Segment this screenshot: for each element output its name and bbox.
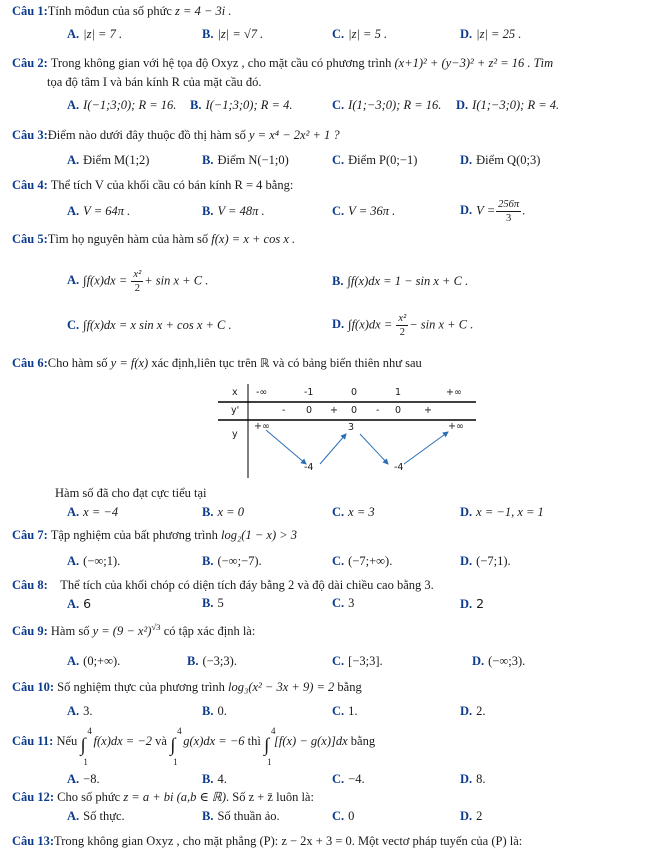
option-a[interactable]: A. 3. bbox=[67, 703, 93, 718]
connector: và bbox=[155, 734, 167, 748]
sign: + bbox=[330, 405, 338, 416]
option-d[interactable]: D. 2 bbox=[460, 595, 485, 611]
question-text: Điểm nào dưới đây thuộc đồ thị hàm số bbox=[47, 128, 246, 142]
row-label-x: x bbox=[232, 387, 238, 398]
question-9 bbox=[12, 621, 640, 672]
option-c[interactable]: C. V = 36π . bbox=[332, 203, 396, 218]
question-text: Trong không gian với hệ tọa độ Oxyz , cho mặt cầu có phương trình bbox=[50, 56, 392, 70]
connector: thì bbox=[247, 734, 261, 748]
option-d[interactable]: D. Điểm Q(0;3) bbox=[460, 152, 541, 167]
sign: + bbox=[424, 405, 432, 416]
option-d[interactable]: D. (−∞;3). bbox=[472, 653, 526, 668]
option-d[interactable]: D. I(1;−3;0); R = 4. bbox=[456, 98, 560, 113]
option-c[interactable]: C. 1. bbox=[332, 703, 358, 718]
option-d[interactable]: D. 2 bbox=[460, 808, 483, 823]
option-d[interactable]: D. |z| = 25 . bbox=[460, 26, 522, 41]
sign: - bbox=[376, 405, 380, 416]
option-c[interactable]: C. 3 bbox=[332, 595, 355, 610]
integral-sign: ∫ 4 1 bbox=[263, 726, 276, 767]
x-value: +∞ bbox=[446, 387, 462, 398]
option-b[interactable]: B. |z| = √7 . bbox=[202, 26, 264, 41]
option-b[interactable]: B. 4. bbox=[202, 771, 227, 786]
option-c[interactable]: C. [−3;3]. bbox=[332, 653, 383, 668]
option-a[interactable]: A. x = −4 bbox=[67, 504, 119, 519]
question-text: Tính môđun của số phức bbox=[47, 4, 172, 18]
x-value: -1 bbox=[304, 387, 314, 398]
variation-table bbox=[218, 384, 476, 478]
sign: 0 bbox=[306, 405, 313, 416]
option-b[interactable]: B. V = 48π . bbox=[202, 203, 265, 218]
x-value: -∞ bbox=[256, 387, 268, 398]
question-text: Tập nghiệm của bất phương trình bbox=[50, 528, 218, 542]
question-label: Câu 7: bbox=[12, 528, 48, 542]
option-d[interactable]: D. x = −1, x = 1 bbox=[460, 504, 544, 519]
question-12 bbox=[12, 790, 640, 827]
question-label: Câu 11: bbox=[12, 734, 54, 748]
option-a[interactable]: A. 6 bbox=[67, 595, 92, 611]
sign: 0 bbox=[351, 405, 358, 416]
question-label: Câu 9: bbox=[12, 624, 48, 638]
option-c[interactable]: C. ∫f(x)dx = x sin x + cos x + C . bbox=[67, 317, 232, 332]
question-expression: y = f(x) bbox=[110, 356, 149, 370]
option-b[interactable]: B. Số thuần ảo. bbox=[202, 808, 280, 823]
question-label: Câu 1: bbox=[12, 4, 48, 18]
sign: - bbox=[282, 405, 286, 416]
question-text-2: xác định,liên tục trên bbox=[151, 356, 257, 370]
question-text: Nếu bbox=[56, 734, 78, 748]
option-c[interactable]: C. |z| = 5 . bbox=[332, 26, 388, 41]
question-text: Số nghiệm thực của phương trình bbox=[57, 680, 225, 694]
option-d[interactable]: D. V = $\frac{256\pi}{3}$ . bbox=[460, 198, 526, 224]
question-7 bbox=[12, 528, 640, 572]
question-text: Cho số phức bbox=[57, 790, 121, 804]
option-a[interactable]: A. I(−1;3;0); R = 16. bbox=[67, 98, 177, 113]
option-b[interactable]: B. I(−1;3;0); R = 4. bbox=[190, 98, 293, 113]
option-b[interactable]: B. (−3;3). bbox=[187, 653, 237, 668]
option-c[interactable]: C. 0 bbox=[332, 808, 355, 823]
option-d[interactable]: D. ∫f(x)dx = $\frac{\text{x²}}{2}$ − sin x + C . bbox=[332, 312, 474, 338]
question-text: Tìm họ nguyên hàm của hàm số bbox=[47, 232, 209, 246]
option-d[interactable]: D. (−7;1). bbox=[460, 553, 511, 568]
question-label: Câu 10: bbox=[12, 680, 55, 694]
option-a[interactable]: A. Điểm M(1;2) bbox=[67, 152, 150, 167]
question-expression: z = a + bi (a,b ∈ ℝ) bbox=[123, 790, 226, 804]
option-b[interactable]: B. Điểm N(−1;0) bbox=[202, 152, 289, 167]
option-a[interactable]: A. |z| = 7 . bbox=[67, 26, 123, 41]
question-text-2: bằng bbox=[337, 680, 362, 694]
option-c[interactable]: C. Điểm P(0;−1) bbox=[332, 152, 418, 167]
x-value: 1 bbox=[395, 387, 402, 398]
y-value: -4 bbox=[394, 462, 404, 473]
question-expression: log₃(x² − 3x + 9) = 2 bbox=[228, 680, 335, 694]
question-expression: (x+1)² + (y−3)² + z² = 16 . Tìm bbox=[394, 56, 554, 70]
question-label: Câu 6: bbox=[12, 356, 48, 370]
question-13 bbox=[12, 834, 640, 850]
question-expression: z = 4 − 3i . bbox=[175, 4, 232, 18]
y-value: 3 bbox=[348, 422, 355, 433]
option-c[interactable]: C. (−7;+∞). bbox=[332, 553, 393, 568]
question-label: Câu 8: bbox=[12, 578, 48, 592]
question-text-2: có tập xác định là: bbox=[163, 624, 256, 638]
exponent: √3 bbox=[151, 621, 161, 632]
option-a[interactable]: A. V = 64π . bbox=[67, 203, 131, 218]
integral-2: g(x)dx = −6 bbox=[183, 734, 245, 748]
question-11 bbox=[12, 726, 640, 790]
question-label: Câu 2: bbox=[12, 56, 48, 70]
question-label: Câu 4: bbox=[12, 178, 48, 192]
question-label: Câu 13: bbox=[12, 834, 55, 848]
integral-1: f(x)dx = −2 bbox=[93, 734, 153, 748]
question-expression: log₂(1 − x) > 3 bbox=[220, 528, 298, 542]
option-d[interactable]: D. 8. bbox=[460, 771, 486, 786]
y-value: +∞ bbox=[254, 421, 270, 432]
question-text-2: . Số z + z̄ luôn là: bbox=[226, 790, 314, 804]
option-b[interactable]: B. x = 0 bbox=[202, 504, 244, 519]
option-a[interactable]: A. Số thực. bbox=[67, 808, 125, 823]
question-expression: y = (9 − x²) bbox=[92, 624, 152, 638]
option-b[interactable]: B. (−∞;−7). bbox=[202, 553, 262, 568]
question-5 bbox=[12, 232, 640, 342]
question-expression: f(x) = x + cos x . bbox=[211, 232, 296, 246]
question-2 bbox=[12, 56, 640, 116]
real-set-symbol: ℝ bbox=[260, 356, 270, 370]
question-8 bbox=[12, 578, 640, 614]
question-text: Cho hàm số bbox=[47, 356, 108, 370]
integral-3: [f(x) − g(x)]dx bbox=[273, 734, 348, 748]
option-b[interactable]: B. 0. bbox=[202, 703, 227, 718]
row-label-y: y bbox=[232, 429, 238, 440]
option-a[interactable]: A. ∫f(x)dx = $\frac{\text{x²}}{2}$ + sin x + C . bbox=[67, 268, 209, 294]
option-b[interactable]: B. 5 bbox=[202, 595, 224, 610]
question-label: Câu 12: bbox=[12, 790, 55, 804]
question-text-after: Hàm số đã cho đạt cực tiểu tại bbox=[55, 486, 207, 500]
option-d[interactable]: D. 2. bbox=[460, 703, 486, 718]
question-expression: y = x⁴ − 2x² + 1 ? bbox=[248, 128, 340, 142]
option-a[interactable]: A. −8. bbox=[67, 771, 100, 786]
question-label: Câu 5: bbox=[12, 232, 48, 246]
question-text: Trong không gian Oxyz , cho mặt phẳng (P): z − 2x + 3 = 0. Một vectơ pháp tuyến của (P) là: bbox=[54, 834, 523, 848]
question-text-end: bằng bbox=[350, 734, 376, 748]
y-value: -4 bbox=[304, 462, 314, 473]
integral-sign: ∫ 4 1 bbox=[170, 726, 182, 767]
question-text: Thể tích của khối chóp có diện tích đáy bằng 2 và độ dài chiều cao bằng 3. bbox=[60, 578, 434, 592]
question-label: Câu 3: bbox=[12, 128, 48, 142]
question-text: Thể tích V của khối cầu có bán kính R = 4 bằng: bbox=[50, 178, 294, 192]
row-label-yprime: y' bbox=[231, 405, 240, 416]
question-10 bbox=[12, 680, 640, 722]
option-b[interactable]: B. ∫f(x)dx = 1 − sin x + C . bbox=[332, 273, 469, 288]
question-6 bbox=[12, 356, 640, 372]
option-a[interactable]: A. (−∞;1). bbox=[67, 553, 121, 568]
question-text-3: và có bảng biến thiên như sau bbox=[272, 356, 422, 370]
option-a[interactable]: A. (0;+∞). bbox=[67, 653, 121, 668]
question-3 bbox=[12, 128, 640, 171]
x-value: 0 bbox=[351, 387, 358, 398]
option-c[interactable]: C. x = 3 bbox=[332, 504, 375, 519]
option-c[interactable]: C. I(1;−3;0); R = 16. bbox=[332, 98, 442, 113]
question-6-tail bbox=[12, 486, 640, 523]
option-c[interactable]: C. −4. bbox=[332, 771, 365, 786]
question-text-cont: tọa độ tâm I và bán kính R của mặt cầu đó. bbox=[47, 74, 262, 89]
question-text: Hàm số bbox=[50, 624, 90, 638]
question-4 bbox=[12, 178, 640, 228]
y-value: +∞ bbox=[448, 421, 464, 432]
sign: 0 bbox=[395, 405, 402, 416]
integral-sign: ∫ 4 1 bbox=[80, 726, 92, 767]
question-1 bbox=[12, 4, 640, 45]
